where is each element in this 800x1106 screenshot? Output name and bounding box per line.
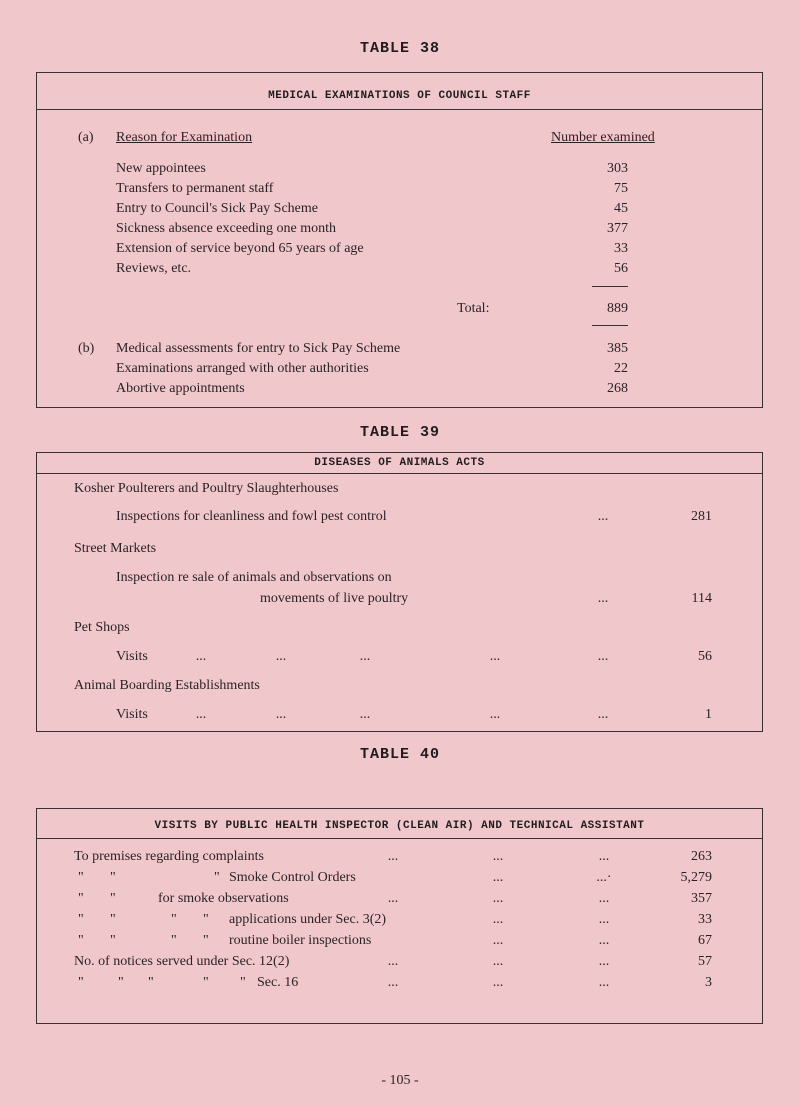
street-heading: Street Markets [74,541,157,556]
leader-dots: ... [598,849,610,864]
row-value: 67 [698,933,712,948]
row-value: 33 [614,241,628,256]
row-label: Extension of service beyond 65 years of age [116,241,364,256]
leader-dots: ... [597,649,609,664]
leader-dots: ... [492,849,504,864]
row-value: 33 [698,912,712,927]
table-39-header-divider [36,473,763,474]
pet-heading: Pet Shops [74,620,130,635]
row-label: Abortive appointments [116,381,245,396]
row-label: Smoke Control Orders [229,870,356,885]
section-a-label: (a) [78,130,94,145]
leader-dots: ...· [596,870,612,885]
leader-dots: ... [492,975,504,990]
row-label: Sickness absence exceeding one month [116,221,337,236]
table-39-title: TABLE 39 [359,424,440,441]
leader-dots: ... [492,891,504,906]
row-value: 303 [607,161,628,176]
leader-dots: ... [359,707,371,722]
ditto-mark: " [118,975,124,990]
leader-dots: ... [597,707,609,722]
boarding-item: Visits [116,707,148,722]
row-label: applications under Sec. 3(2) [229,912,387,927]
ditto-mark: " [148,975,154,990]
row-label: Entry to Council's Sick Pay Scheme [116,201,319,216]
ditto-mark: " [78,975,84,990]
column-reason-header: Reason for Examination [116,130,253,145]
ditto-mark: " [214,870,220,885]
ditto-mark: " [171,933,177,948]
table-40-header-divider [36,838,763,839]
ditto-mark: " [110,891,116,906]
leader-dots: ... [597,591,609,606]
row-label: New appointees [116,161,206,176]
table-38-frame [36,72,763,408]
ditto-mark: " [110,933,116,948]
ditto-mark: " [240,975,246,990]
row-label: Transfers to permanent staff [116,181,274,196]
boarding-value: 1 [705,707,712,722]
row-value: 377 [607,221,628,236]
row-value: 5,279 [680,870,712,885]
row-label: Medical assessments for entry to Sick Pay Scheme [116,341,401,356]
leader-dots: ... [387,891,399,906]
row-label: Examinations arranged with other authorities [116,361,369,376]
column-number-header: Number examined [551,130,655,145]
row-label: To premises regarding complaints [74,849,264,864]
leader-dots: ... [597,509,609,524]
leader-dots: ... [387,954,399,969]
leader-dots: ... [598,975,610,990]
row-value: 56 [614,261,628,276]
pet-item: Visits [116,649,148,664]
total-rule-top [592,286,628,287]
kosher-value: 281 [691,509,712,524]
page-number: - 105 - [381,1073,419,1088]
table-38-header-divider [36,109,763,110]
ditto-mark: " [110,870,116,885]
ditto-mark: " [78,933,84,948]
table-40-title: TABLE 40 [359,746,440,763]
leader-dots: ... [359,649,371,664]
leader-dots: ... [492,954,504,969]
street-item-line1: Inspection re sale of animals and observations on [116,570,392,585]
leader-dots: ... [195,649,207,664]
leader-dots: ... [275,707,287,722]
ditto-mark: " [203,912,209,927]
leader-dots: ... [195,707,207,722]
row-value: 263 [691,849,712,864]
street-item-line2: movements of live poultry [260,591,409,606]
row-label: Reviews, etc. [116,261,192,276]
leader-dots: ... [489,649,501,664]
leader-dots: ... [492,933,504,948]
ditto-mark: " [203,933,209,948]
section-b-label: (b) [78,341,95,356]
ditto-mark: " [110,912,116,927]
row-value: 75 [614,181,628,196]
table-39-header: DISEASES OF ANIMALS ACTS [314,457,485,469]
leader-dots: ... [387,849,399,864]
table-40-header: VISITS BY PUBLIC HEALTH INSPECTOR (CLEAN AIR) AND TECHNICAL ASSISTANT [154,820,645,832]
kosher-item: Inspections for cleanliness and fowl pest control [116,509,387,524]
leader-dots: ... [492,912,504,927]
kosher-heading: Kosher Poulterers and Poultry Slaughterhouses [74,481,339,496]
leader-dots: ... [598,891,610,906]
leader-dots: ... [598,933,610,948]
leader-dots: ... [598,954,610,969]
ditto-mark: " [171,912,177,927]
ditto-mark: " [78,870,84,885]
row-label: Sec. 16 [257,975,299,990]
row-value: 57 [698,954,712,969]
total-rule-bottom [592,325,628,326]
leader-dots: ... [598,912,610,927]
row-value: 22 [614,361,628,376]
row-value: 385 [607,341,628,356]
row-label: routine boiler inspections [229,933,372,948]
row-value: 3 [705,975,712,990]
pet-value: 56 [698,649,712,664]
row-value: 45 [614,201,628,216]
table-38-title: TABLE 38 [359,40,440,57]
row-value: 268 [607,381,628,396]
total-value: 889 [607,301,628,316]
ditto-mark: " [78,891,84,906]
leader-dots: ... [387,975,399,990]
leader-dots: ... [489,707,501,722]
table-38-header: MEDICAL EXAMINATIONS OF COUNCIL STAFF [268,90,531,102]
row-label: for smoke observations [158,891,289,906]
boarding-heading: Animal Boarding Establishments [74,678,260,693]
leader-dots: ... [275,649,287,664]
leader-dots: ... [492,870,504,885]
total-label: Total: [457,301,490,316]
ditto-mark: " [78,912,84,927]
ditto-mark: " [203,975,209,990]
row-value: 357 [691,891,712,906]
row-label: No. of notices served under Sec. 12(2) [74,954,290,969]
street-value: 114 [691,591,712,606]
